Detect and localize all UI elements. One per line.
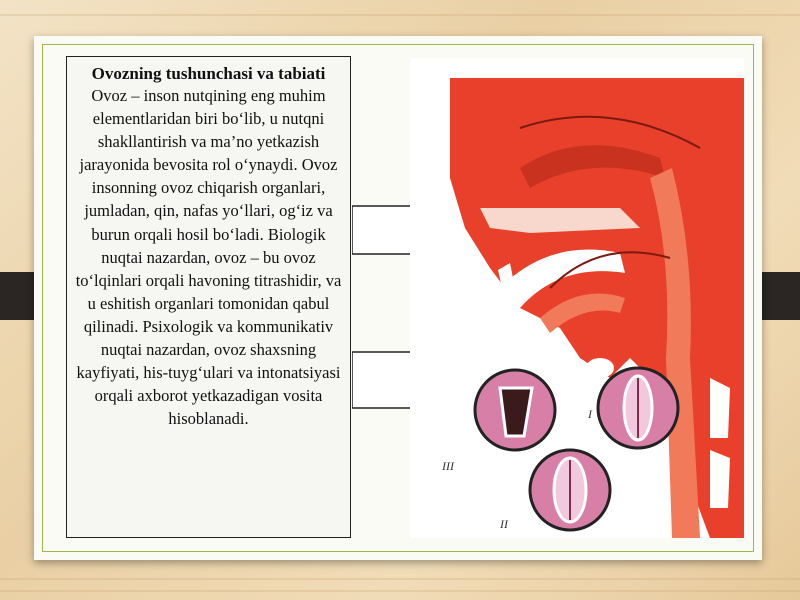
slide bbox=[34, 36, 762, 560]
label-iii: III bbox=[442, 459, 454, 473]
vocal-folds-ii bbox=[530, 450, 610, 530]
vocal-tract-illustration bbox=[410, 58, 744, 538]
vocal-folds-iii bbox=[475, 370, 555, 450]
label-i: I bbox=[588, 407, 592, 421]
slide-title: Ovozning tushunchasi va tabiati bbox=[91, 64, 326, 83]
left-tab-decoration bbox=[0, 272, 34, 320]
anatomy-drawing bbox=[410, 58, 744, 538]
label-ii: II bbox=[500, 517, 508, 531]
vocal-folds-i bbox=[598, 368, 678, 448]
slide-body: Ovoz – inson nutqining eng muhim elementlaridan biri bo‘lib, u nutqni shakllantirish va ma’no yetkazish jarayonida bevosita rol o‘ynaydi. Ovoz insonning ovoz chiqarish organlari, jumladan, qin, nafas yo‘llari, og‘iz va burun orqali hosil bo‘ladi. Biologik nuqtai nazardan, ovoz – bu ovoz to‘lqinlari orqali havoning titrashidir, va u eshitish organlari tomonidan qabul qilinadi. Psixologik va kommunikativ nuqtai nazardan, ovoz shaxsning kayfiyati, his-tuyg‘ulari va intonatsiyasi orqali axborot yetkazadigan vosita hisoblanadi. bbox=[75, 86, 342, 429]
text-box bbox=[66, 56, 351, 538]
